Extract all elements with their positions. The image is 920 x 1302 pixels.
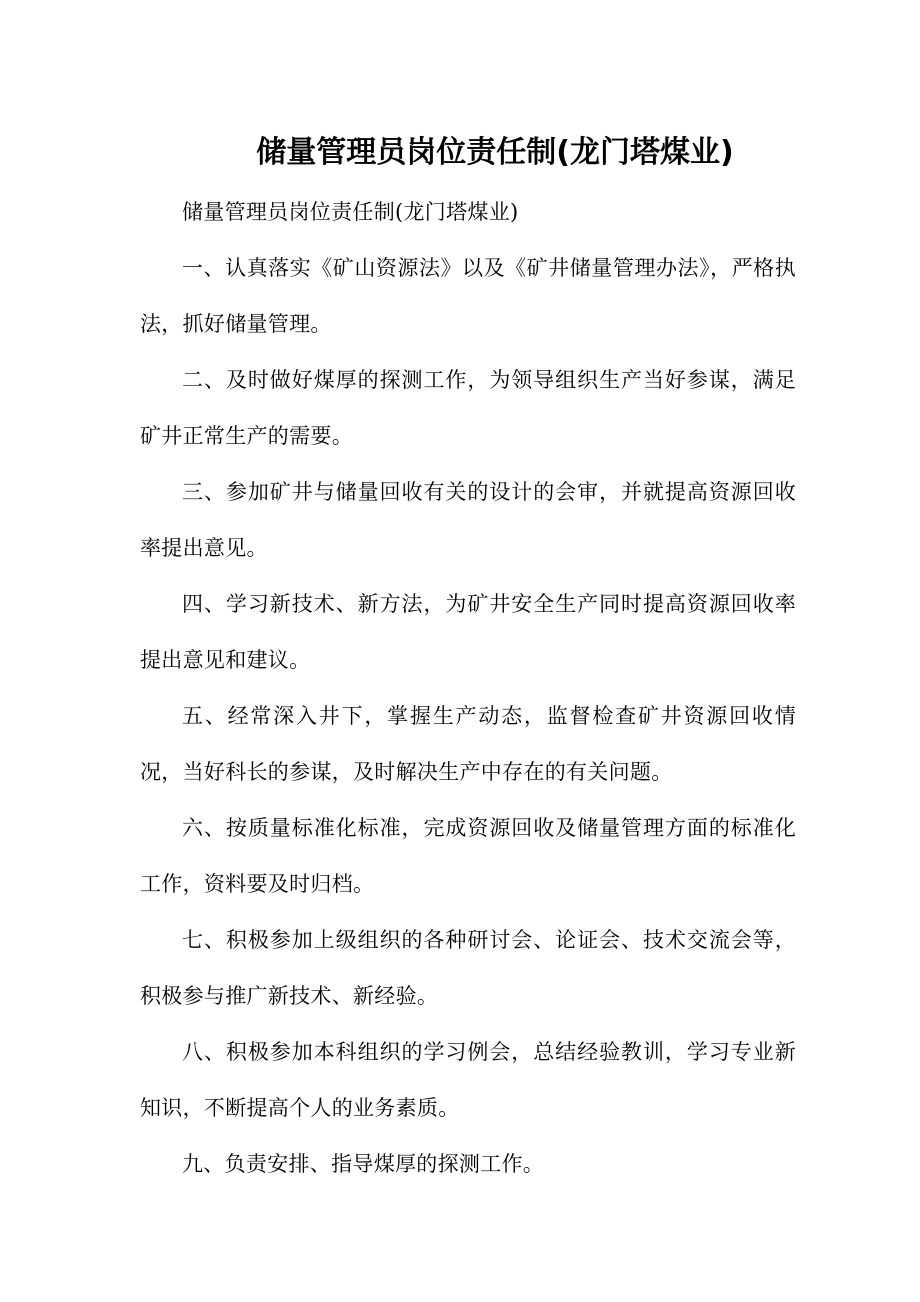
- paragraph-1: 一、认真落实《矿山资源法》以及《矿井储量管理办法》，严格执法，抓好储量管理。: [140, 256, 796, 336]
- paragraph-9: 九、负责安排、指导煤厚的探测工作。: [182, 1152, 545, 1176]
- paragraph-7: 七、积极参加上级组织的各种研讨会、论证会、技术交流会等，积极参与推广新技术、新经验。: [140, 928, 796, 1008]
- paragraph-4: 四、学习新技术、新方法，为矿井安全生产同时提高资源回收率提出意见和建议。: [140, 592, 796, 672]
- subtitle-paragraph: 储量管理员岗位责任制(龙门塔煤业): [182, 200, 519, 224]
- document-title: 储量管理员岗位责任制(龙门塔煤业): [256, 135, 734, 171]
- paragraph-8: 八、积极参加本科组织的学习例会，总结经验教训，学习专业新知识，不断提高个人的业务素质。: [140, 1040, 796, 1120]
- paragraph-3: 三、参加矿井与储量回收有关的设计的会审，并就提高资源回收率提出意见。: [140, 480, 796, 560]
- document-body: [140, 184, 796, 1192]
- paragraph-5: 五、经常深入井下，掌握生产动态，监督检查矿井资源回收情况，当好科长的参谋，及时解决生产中存在的有关问题。: [140, 704, 796, 784]
- paragraph-2: 二、及时做好煤厚的探测工作，为领导组织生产当好参谋，满足矿井正常生产的需要。: [140, 368, 796, 448]
- paragraph-6: 六、按质量标准化标准，完成资源回收及储量管理方面的标准化工作，资料要及时归档。: [140, 816, 796, 896]
